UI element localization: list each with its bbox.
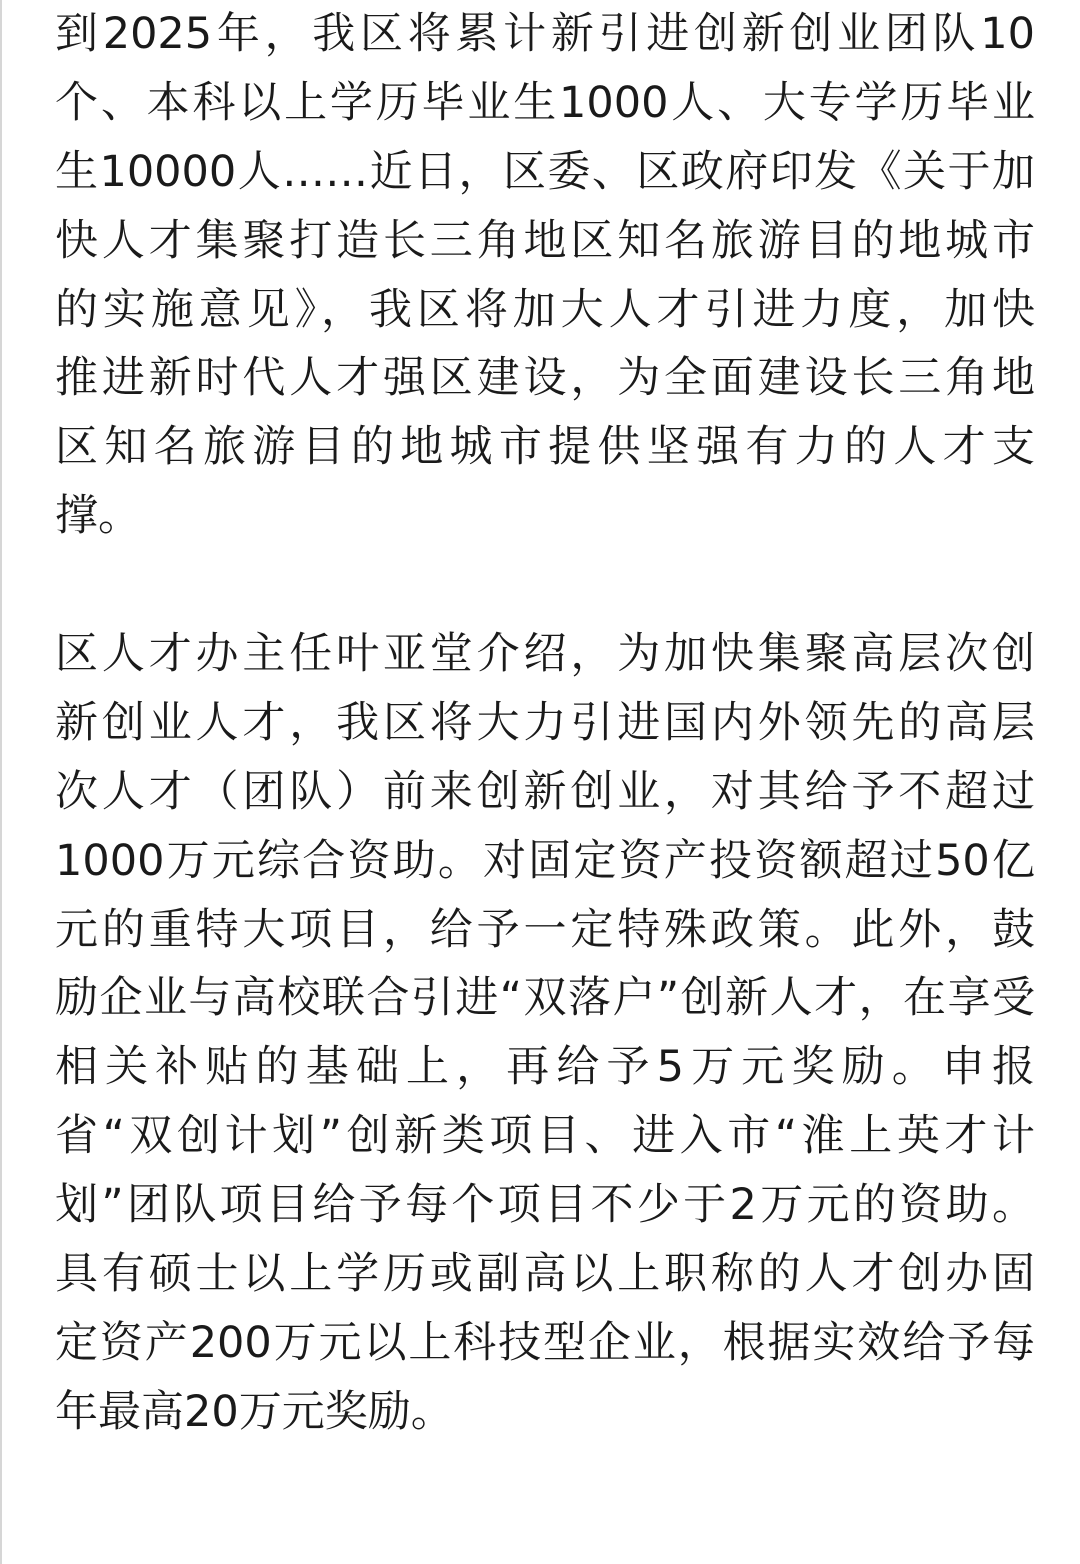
text-line: 区知名旅游目的地城市提供坚强有力的人才支 <box>55 422 1035 473</box>
text-line: 生10000人……近日，区委、区政府印发《关于加 <box>55 146 1035 197</box>
left-border <box>0 0 2 1564</box>
text-line: 区人才办主任叶亚堂介绍，为加快集聚高层次创 <box>55 629 1035 680</box>
text-line: 个、本科以上学历毕业生1000人、大专学历毕业 <box>55 77 1035 128</box>
text-line: 相关补贴的基础上，再给予5万元奖励。申报 <box>55 1042 1035 1093</box>
text-line: 新创业人才，我区将大力引进国内外领先的高层 <box>55 697 1035 748</box>
text-line: 元的重特大项目，给予一定特殊政策。此外，鼓 <box>55 904 1035 955</box>
paragraph-1 <box>55 0 1035 551</box>
paragraph-spacer <box>55 551 1035 620</box>
text-line: 定资产200万元以上科技型企业，根据实效给予每 <box>55 1317 1035 1368</box>
text-line: 励企业与高校联合引进“双落户”创新人才，在享受 <box>55 973 1035 1024</box>
article-body <box>55 0 1035 1447</box>
text-line: 次人才（团队）前来创新创业，对其给予不超过 <box>55 766 1035 817</box>
text-line: 撑。 <box>55 491 141 542</box>
text-line: 快人才集聚打造长三角地区知名旅游目的地城市 <box>55 215 1035 266</box>
text-line: 的实施意见》，我区将加大人才引进力度，加快 <box>55 284 1035 335</box>
text-line: 年最高20万元奖励。 <box>55 1386 454 1437</box>
text-line: 1000万元综合资助。对固定资产投资额超过50亿 <box>55 835 1035 886</box>
text-line: 推进新时代人才强区建设，为全面建设长三角地 <box>55 353 1035 404</box>
paragraph-2 <box>55 620 1035 1447</box>
text-line: 具有硕士以上学历或副高以上职称的人才创办固 <box>55 1249 1035 1300</box>
text-line: 划”团队项目给予每个项目不少于2万元的资助。 <box>55 1180 1035 1231</box>
text-line: 到2025年，我区将累计新引进创新创业团队10 <box>55 9 1035 59</box>
text-line: 省“双创计划”创新类项目、进入市“淮上英才计 <box>55 1111 1035 1162</box>
